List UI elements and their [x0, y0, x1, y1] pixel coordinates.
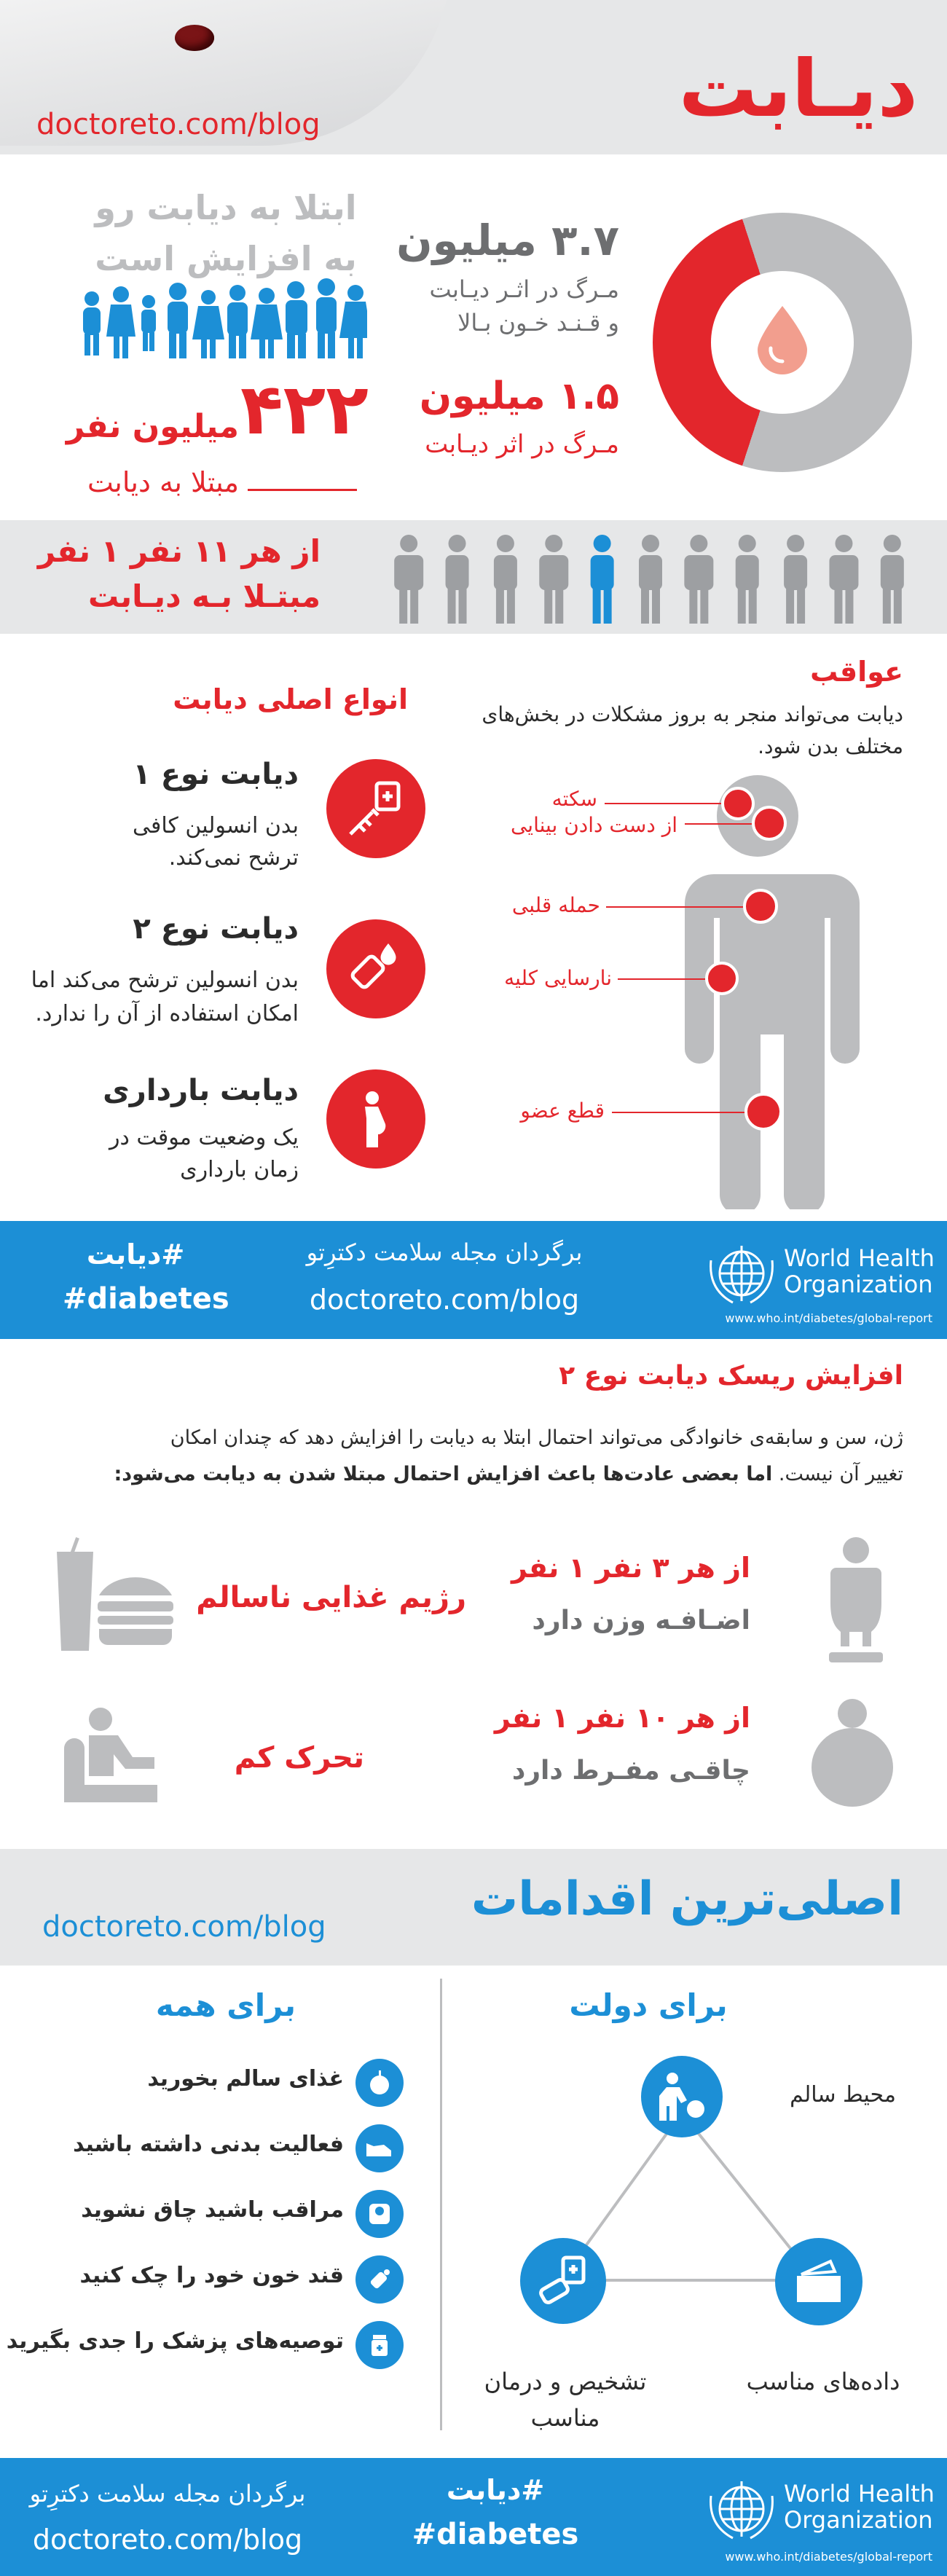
risk-desc-normal: تغییر آن نیست.: [778, 1463, 903, 1485]
medicine-bottle-icon: [355, 2321, 404, 2369]
complications-desc-line2: مختلف بدن شود.: [758, 734, 903, 758]
band2-who-url[interactable]: www.who.int/diabetes/global-report: [725, 2550, 932, 2564]
deaths-high-sugar-line1: مـرگ در اثـر دیـابت: [429, 275, 619, 303]
human-body-figure: [641, 772, 874, 1209]
person-icon: [784, 535, 807, 624]
all-item-3: قند خون خود را چک کنید: [79, 2263, 344, 2288]
people-unit: میلیون نفر: [66, 408, 239, 445]
header-blog-link[interactable]: doctoreto.com/blog: [36, 108, 321, 141]
complication-amputation: قطع عضو: [520, 1099, 605, 1123]
insulin-syringe-icon: [326, 759, 425, 858]
person-icon: [684, 535, 713, 624]
type3-line1: یک وضعیت موقت در: [109, 1125, 299, 1150]
type2-line1: بدن انسولین ترشح می‌کند اما: [31, 967, 299, 993]
glucometer-small-icon: [355, 2255, 404, 2304]
brain-icon: [721, 787, 755, 820]
gov-item-environment: محیط سالم: [790, 2082, 896, 2108]
gov-item-data: داده‌های مناسب: [746, 2368, 900, 2395]
band1-url[interactable]: doctoreto.com/blog: [309, 1284, 580, 1316]
risk-desc-line2: [29, 1463, 903, 1485]
diagnosis-treatment-icon: [520, 2238, 606, 2324]
ratio-line2: مبتـلا بـه دیـابت: [87, 578, 321, 614]
actions-divider: [440, 1979, 442, 2430]
band1-hashtag-en[interactable]: #diabetes: [63, 1282, 229, 1316]
all-heading: برای همه: [155, 1987, 296, 2023]
all-item-4: توصیه‌های پزشک را جدی بگیرید: [6, 2328, 344, 2354]
band2-who-line1: World Health: [784, 2480, 935, 2508]
band2-hashtag-en[interactable]: #diabetes: [412, 2518, 579, 2551]
people-number: ۴۲۲: [240, 369, 369, 450]
complications-desc-line1: دیابت می‌تواند منجر به بروز مشکلات در بخش‌های: [482, 702, 903, 726]
all-item-0: غذای سالم بخورید: [147, 2066, 344, 2092]
type3-line2: زمان بارداری: [180, 1157, 299, 1182]
heart-icon: [743, 889, 778, 924]
kidney-icon: [705, 962, 739, 995]
person-icon: [881, 535, 904, 624]
band2-url[interactable]: doctoreto.com/blog: [32, 2524, 303, 2556]
risk-desc-bold: اما بعضی عادت‌ها باعث افزایش احتمال مبتلا شدن به دیابت می‌شود:: [114, 1463, 773, 1485]
complication-heart: حمله قلبی: [511, 893, 600, 917]
complications-heading: عواقب: [810, 656, 903, 688]
deaths-high-sugar-value: ۳.۷ میلیون: [396, 216, 619, 265]
complication-kidney: نارسایی کلیه: [504, 966, 612, 990]
blood-drop-icon: [755, 305, 810, 374]
gov-item-diagnosis-2: مناسب: [530, 2404, 600, 2432]
gov-heading: برای دولت: [569, 1987, 728, 2023]
who-emblem-icon: [707, 1238, 777, 1308]
person-icon: [829, 535, 858, 624]
obese-label: چاقـی مفـرط دارد: [511, 1756, 750, 1786]
blood-drop-image: [175, 25, 214, 51]
types-heading: انواع اصلی دیابت: [173, 683, 408, 715]
fast-food-icon: [52, 1537, 176, 1654]
page-title: دیـابت: [678, 44, 918, 135]
person-icon: [446, 535, 469, 624]
appropriate-data-icon: [775, 2238, 862, 2325]
obese-person-icon: [801, 1697, 903, 1814]
who-emblem-icon: [707, 2474, 777, 2544]
risk-desc-line1: ژن، سن و سابقه‌ی خانوادگی می‌تواند احتمال ابتلا به دیابت را افزایش دهد که چندان امکان: [170, 1426, 903, 1449]
gov-item-diagnosis: تشخیص و درمان: [484, 2368, 647, 2395]
increase-line2: به افزایش است: [95, 239, 357, 278]
type1-line1: بدن انسولین کافی: [133, 813, 299, 839]
all-item-1: فعالیت بدنی داشته باشید: [73, 2132, 344, 2157]
people-underline: [248, 489, 357, 491]
overweight-label: اضـافـه وزن دارد: [532, 1606, 750, 1635]
band1-who-url[interactable]: www.who.int/diabetes/global-report: [725, 1311, 932, 1325]
sneaker-icon: [355, 2124, 404, 2172]
type2-line2: امکان استفاده از آن را ندارد.: [35, 1001, 299, 1026]
person-icon: [639, 535, 662, 624]
increase-line1: ابتلا به دیابت رو: [95, 188, 357, 227]
type2-title: دیابت نوع ۲: [133, 912, 299, 946]
stroke-leader: [605, 803, 721, 804]
ratio-line1: از هر ۱۱ نفر ۱ نفر: [37, 533, 321, 569]
band2-translated: برگردان مجله سلامت دکترِتو: [29, 2480, 306, 2508]
people-label: مبتلا به دیابت: [87, 466, 239, 498]
kidney-leader: [618, 978, 705, 980]
actions-blog-link[interactable]: doctoreto.com/blog: [42, 1910, 326, 1944]
pregnant-woman-icon: [326, 1069, 425, 1169]
risk-heading: افزایش ریسک دیابت نوع ۲: [559, 1361, 903, 1391]
amputation-leader: [612, 1112, 744, 1113]
person-icon: [736, 535, 759, 624]
apple-icon: [355, 2059, 404, 2107]
eye-icon: [752, 806, 787, 841]
healthy-environment-icon: [641, 2056, 723, 2137]
actions-heading: اصلی‌ترین اقدامات: [471, 1872, 903, 1926]
band1-translated: برگردان مجله سلامت دکترِتو: [306, 1238, 583, 1266]
band1-who-line1: World Health: [784, 1244, 935, 1272]
band2-hashtag-fa[interactable]: #دیابت: [446, 2474, 545, 2506]
band1-hashtag-fa[interactable]: #دیابت: [86, 1238, 185, 1271]
band2-who-line2: Organization: [784, 2506, 933, 2534]
band1-who-line2: Organization: [784, 1271, 933, 1298]
person-icon: [494, 535, 517, 624]
type3-title: دیابت بارداری: [103, 1074, 299, 1107]
deaths-high-sugar-line2: و قـنـد خـون بـالا: [457, 309, 619, 337]
couch-person-icon: [57, 1705, 166, 1807]
inactivity-label: تحرک کم: [234, 1741, 364, 1775]
overweight-ratio: از هر ۳ نفر ۱ نفر: [511, 1552, 750, 1584]
complication-stroke: سکته: [551, 787, 597, 811]
weight-scale-icon: [355, 2190, 404, 2238]
obese-ratio: از هر ۱۰ نفر ۱ نفر: [494, 1702, 750, 1734]
complication-vision: از دست دادن بینایی: [510, 813, 677, 837]
deaths-diabetes-value: ۱.۵ میلیون: [419, 374, 619, 418]
highlighted-person-icon: [591, 535, 614, 624]
glucose-meter-icon: [326, 919, 425, 1018]
all-item-2: مراقب باشید چاق نشوید: [81, 2197, 344, 2223]
person-icon: [394, 535, 423, 624]
vision-leader: [685, 823, 752, 825]
heart-leader: [606, 906, 743, 908]
crowd-people-icon: [76, 277, 367, 364]
type1-title: دیابت نوع ۱: [133, 758, 299, 791]
type1-line2: ترشح نمی‌کند.: [168, 845, 299, 871]
person-icon: [539, 535, 568, 624]
overweight-scale-icon: [816, 1536, 896, 1664]
header-banner: [0, 0, 947, 154]
ratio-people-icons: [385, 533, 916, 625]
diet-label: رژیم غذایی ناسالم: [196, 1581, 466, 1614]
amputation-marker: [744, 1093, 782, 1131]
deaths-diabetes-label: مـرگ در اثر دیـابت: [425, 430, 619, 459]
